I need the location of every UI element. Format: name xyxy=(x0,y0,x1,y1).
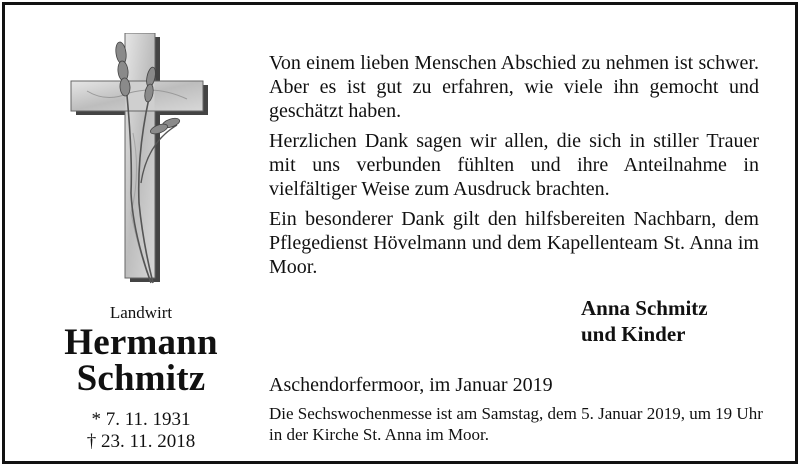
birth-date: * 7. 11. 1931 xyxy=(91,409,191,430)
first-name: Hermann xyxy=(64,322,218,363)
deceased-info xyxy=(25,303,257,453)
signature-line: und Kinder xyxy=(581,322,686,346)
signature-line: Anna Schmitz xyxy=(581,296,708,320)
message-paragraph: Von einem lieben Menschen Abschied zu nehmen ist schwer. Aber es ist gut zu erfahren, wie viele ihn gemocht und geschätzt haben. xyxy=(269,52,759,122)
thank-you-message xyxy=(269,51,759,285)
last-name: Schmitz xyxy=(76,358,206,399)
message-paragraph: Ein besonderer Dank gilt den hilfsbereiten Nachbarn, dem Pflegedienst Hövelmann und dem Kapellenteam St. Anna im Moor. xyxy=(269,208,759,278)
death-date: † 23. 11. 2018 xyxy=(86,431,196,452)
signature xyxy=(581,295,708,347)
occupation: Landwirt xyxy=(109,303,173,322)
obituary-notice xyxy=(2,2,798,464)
cross-with-wheat-icon xyxy=(67,33,217,288)
place-date: Aschendorfermoor, im Januar 2019 xyxy=(269,374,553,396)
mass-note: Die Sechswochenmesse ist am Samstag, dem 5. Januar 2019, um 19 Uhr in der Kirche St. Anna im Moor. xyxy=(269,404,763,444)
message-paragraph: Herzlichen Dank sagen wir allen, die sich in stiller Trauer mit uns verbunden fühlten und ihre Anteilnahme in vielfältiger Weise zum Ausdruck brachten. xyxy=(269,130,759,200)
